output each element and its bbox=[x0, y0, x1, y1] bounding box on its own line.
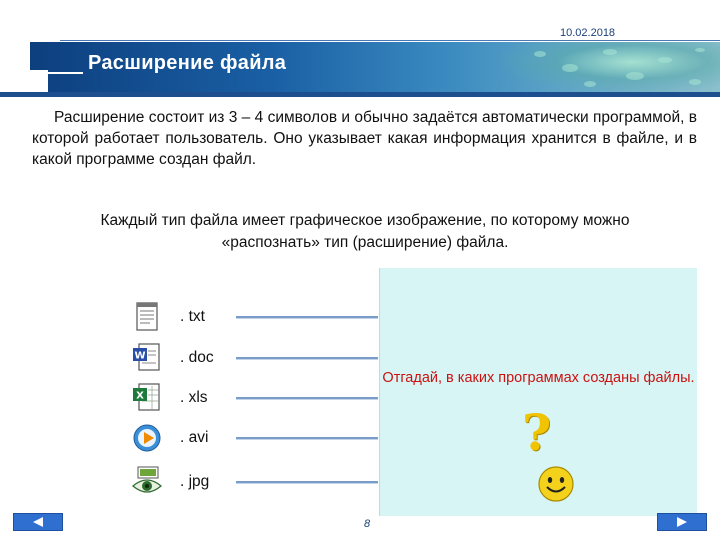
hint-text: Отгадай, в каких программах созданы файлы. bbox=[382, 370, 695, 386]
previous-slide-button[interactable] bbox=[13, 513, 63, 531]
answer-line bbox=[236, 397, 378, 399]
smiley-icon bbox=[537, 465, 575, 503]
file-extension: . avi bbox=[180, 429, 209, 446]
file-row-txt bbox=[130, 300, 380, 334]
file-row-avi bbox=[130, 421, 380, 455]
file-extension: . jpg bbox=[180, 473, 210, 490]
file-row-jpg bbox=[130, 465, 380, 499]
answer-line bbox=[236, 357, 378, 359]
file-extension: . xls bbox=[180, 389, 208, 406]
word-document-icon bbox=[130, 341, 164, 375]
previous-slide-icon bbox=[14, 514, 62, 530]
banner-pattern bbox=[500, 42, 720, 92]
answer-line bbox=[236, 437, 378, 439]
intro-paragraph: Расширение состоит из 3 – 4 символов и обычно задаётся автоматически программой, в которой работает пользователь. Оно указывает какая информация хранится в файле, и в какой программе создан файл. bbox=[32, 109, 697, 168]
slide-date: 10.02.2018 bbox=[560, 27, 616, 39]
media-player-icon bbox=[130, 421, 164, 455]
image-viewer-icon bbox=[130, 465, 164, 499]
answer-panel bbox=[379, 268, 697, 516]
answer-line bbox=[236, 481, 378, 483]
page-number: 8 bbox=[364, 518, 371, 530]
question-mark-icon: ? bbox=[522, 403, 552, 462]
excel-spreadsheet-icon bbox=[130, 381, 164, 415]
banner-bottom-bar bbox=[0, 92, 720, 97]
next-slide-button[interactable] bbox=[657, 513, 707, 531]
slide-title: Расширение файла bbox=[88, 52, 287, 74]
answer-line bbox=[236, 316, 378, 318]
title-underline bbox=[18, 72, 83, 74]
text-document-icon bbox=[130, 300, 164, 334]
icon-paragraph: Каждый тип файла имеет графическое изображение, по которому можно «распознать» тип (расширение) файла. bbox=[100, 212, 630, 251]
file-extension: . doc bbox=[180, 349, 214, 366]
file-row-xls bbox=[130, 381, 380, 415]
svg-text:X: X bbox=[136, 390, 144, 402]
file-row-doc bbox=[130, 341, 380, 375]
next-slide-icon bbox=[658, 514, 706, 530]
file-extension: . txt bbox=[180, 308, 205, 325]
svg-text:W: W bbox=[134, 350, 146, 362]
header-rule bbox=[60, 40, 720, 41]
